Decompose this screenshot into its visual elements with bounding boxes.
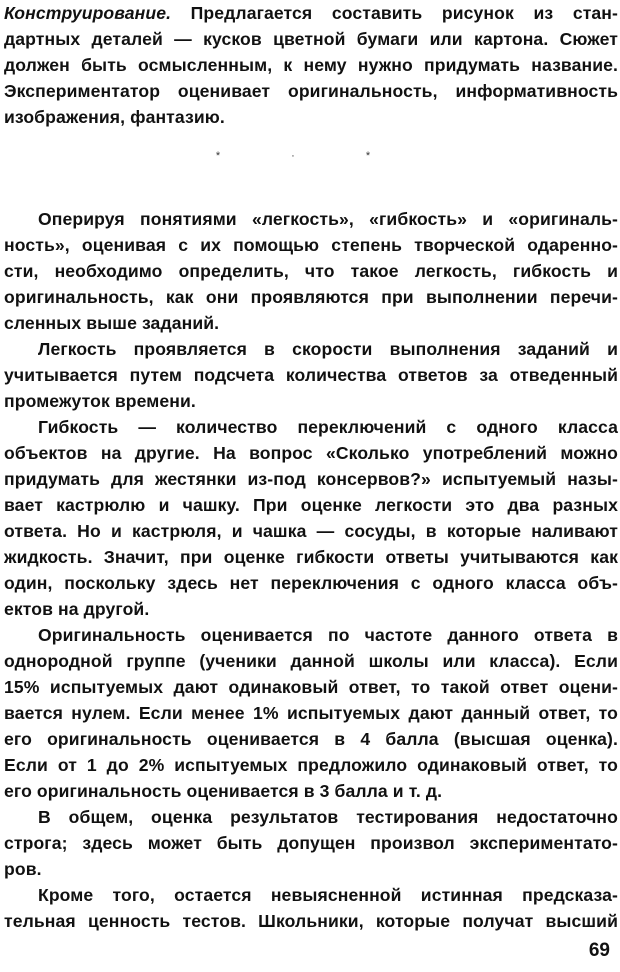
paragraph-5-line: однородной группе (ученики данной школы или класса). Если xyxy=(4,651,618,671)
paragraph-5-line: его оригинальность оценивается в 3 балла и т. д. xyxy=(4,781,443,801)
paragraph-2-line: сти, необходимо определить, что такое легкость, гибкость и xyxy=(4,261,618,281)
paragraph-4-line: Гибкость — количество переключений с одного класса xyxy=(38,417,618,437)
section-separator: * · * xyxy=(215,150,405,162)
paragraph-5-line: вается нулем. Если менее 1% испытуемых дают данный ответ, то xyxy=(4,703,618,723)
paragraph-5-line: его оригинальность оценивается в 4 балла (высшая оценка). xyxy=(4,729,618,749)
paragraph-4-line: объектов на другие. На вопрос «Сколько употреблений можно xyxy=(4,443,618,463)
paragraph-6-line: строга; здесь может быть допущен произвол экспериментато- xyxy=(4,833,618,853)
paragraph-1-line: должен быть осмысленным, к нему нужно придумать название. xyxy=(4,55,618,75)
page-number: 69 xyxy=(588,940,610,961)
paragraph-7-line: тельная ценность тестов. Школьники, которые получат высший xyxy=(4,911,618,931)
paragraph-1-line-1-rest: Предлагается составить рисунок из стан- xyxy=(171,3,618,23)
paragraph-1-line: дартных деталей — кусков цветной бумаги или картона. Сюжет xyxy=(4,29,618,49)
paragraph-5-line: Если от 1 до 2% испытуемых предложило одинаковый ответ, то xyxy=(4,755,618,775)
paragraph-4-line: один, поскольку здесь нет переключения с одного класса объ- xyxy=(4,573,618,593)
paragraph-4-line: ответа. Но и кастрюля, и чашка — сосуды, в которые наливают xyxy=(4,521,618,541)
paragraph-2-line: оригинальность, как они проявляются при выполнении перечи- xyxy=(4,287,618,307)
paragraph-7-line: Кроме того, остается невыясненной истинная предсказа- xyxy=(38,885,618,905)
paragraph-6-line: В общем, оценка результатов тестирования недостаточно xyxy=(38,807,618,827)
paragraph-1-line: Экспериментатор оценивает оригинальность, информативность xyxy=(4,81,618,101)
paragraph-5-line: 15% испытуемых дают одинаковый ответ, то такой ответ оцени- xyxy=(4,677,618,697)
paragraph-3-line: учитывается путем подсчета количества ответов за отведенный xyxy=(4,365,618,385)
paragraph-2-line: сленных выше заданий. xyxy=(4,313,220,333)
paragraph-1-line: изображения, фантазию. xyxy=(4,107,225,127)
paragraph-4-line: придумать для жестянки из-под консервов?» испытуемый назы- xyxy=(4,469,618,489)
paragraph-1-lead: Конструирование. xyxy=(4,3,172,23)
paragraph-2-line: ность», оценивая с их помощью степень творческой одаренно- xyxy=(4,235,618,255)
paragraph-4-line: жидкость. Значит, при оценке гибкости ответы учитываются как xyxy=(4,547,618,567)
paragraph-3-line: промежуток времени. xyxy=(4,391,196,411)
paragraph-6-line: ров. xyxy=(4,859,42,879)
paragraph-1-line-1 xyxy=(4,0,618,26)
paragraph-4-line: вает кастрюлю и чашку. При оценке легкости это два разных xyxy=(4,495,618,515)
paragraph-5-line: Оригинальность оценивается по частоте данного ответа в xyxy=(38,625,618,645)
paragraph-3-line: Легкость проявляется в скорости выполнения заданий и xyxy=(38,339,618,359)
paragraph-4-line: ектов на другой. xyxy=(4,599,150,619)
paragraph-2-line: Оперируя понятиями «легкость», «гибкость» и «оригиналь- xyxy=(38,209,618,229)
